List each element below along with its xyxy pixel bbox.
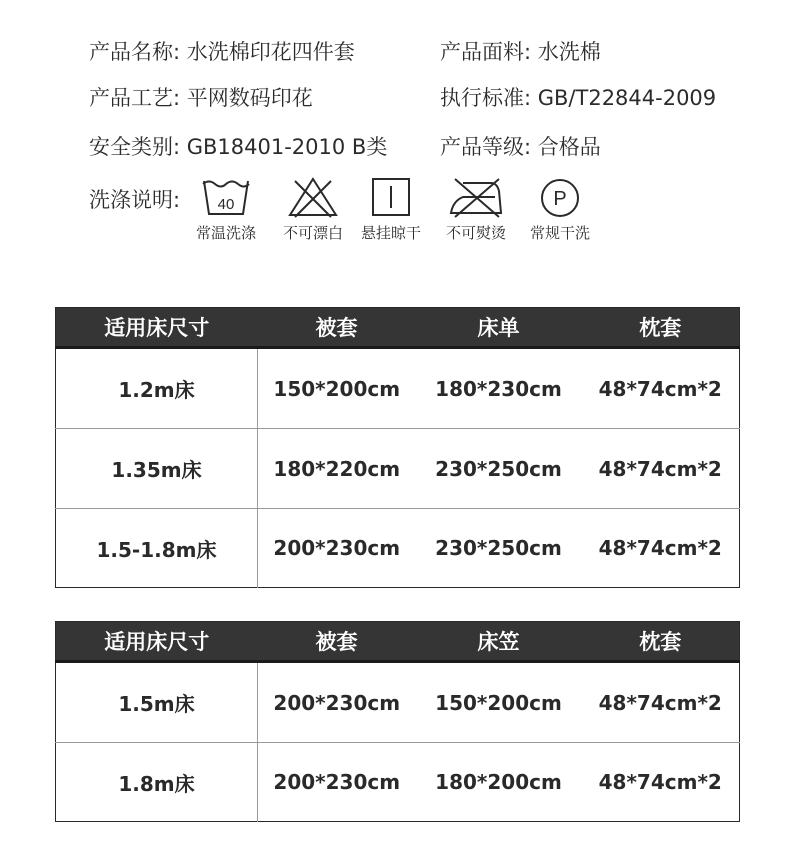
cell-fitted-sheet: 150*200cm <box>435 690 562 715</box>
cell-bed-size: 1.8m床 <box>56 743 258 822</box>
no-bleach-icon <box>286 175 340 219</box>
wash-40-icon <box>199 175 253 219</box>
cell-duvet: 150*200cm <box>273 376 401 401</box>
table-row <box>56 429 740 509</box>
cell-duvet: 200*230cm <box>258 509 416 588</box>
wash-temp: 40 <box>217 196 235 213</box>
spec-grade: 产品等级: 合格品 <box>440 135 601 159</box>
cell-duvet: 200*230cm <box>258 743 416 822</box>
cell-sheet: 180*230cm <box>435 376 562 401</box>
spec-name: 产品名称: 水洗棉印花四件套 <box>89 40 355 64</box>
spec-standard: 执行标准: GB/T22844-2009 <box>440 86 717 110</box>
header-sheet: 床单 <box>416 308 582 348</box>
header-pillowcase: 枕套 <box>582 308 740 348</box>
table-row <box>56 348 740 429</box>
care-caption: 常规干洗 <box>529 224 590 242</box>
spec-fabric: 产品面料: 水洗棉 <box>440 40 601 64</box>
cell-duvet: 180*220cm <box>258 429 416 509</box>
table-header-row <box>56 622 740 662</box>
table-row <box>56 662 740 743</box>
header-pillowcase: 枕套 <box>582 622 740 662</box>
header-bed-size: 适用床尺寸 <box>56 622 258 662</box>
care-caption: 悬挂晾干 <box>360 224 421 242</box>
cell-bed-size: 1.5m床 <box>56 662 258 743</box>
cell-pillowcase: 48*74cm*2 <box>582 743 740 822</box>
no-iron-icon <box>447 175 505 219</box>
care-item-dryclean <box>515 175 605 243</box>
care-caption: 不可熨烫 <box>445 224 506 242</box>
header-duvet: 被套 <box>258 622 416 662</box>
cell-pillowcase: 48*74cm*2 <box>598 376 722 401</box>
spec-safety: 安全类别: GB18401-2010 B类 <box>89 135 388 159</box>
header-fitted-sheet: 床笠 <box>416 622 582 662</box>
spec-process: 产品工艺: 平网数码印花 <box>89 86 313 110</box>
size-table-sheet <box>55 307 740 588</box>
cell-bed-size: 1.2m床 <box>56 348 258 429</box>
line-dry-icon <box>364 175 418 219</box>
cell-pillowcase: 48*74cm*2 <box>582 429 740 509</box>
washing-label: 洗涤说明: <box>89 188 181 212</box>
table-row <box>56 509 740 588</box>
care-caption: 不可漂白 <box>282 224 343 242</box>
cell-pillowcase: 48*74cm*2 <box>582 509 740 588</box>
dry-clean-p-icon <box>533 175 587 219</box>
cell-bed-size: 1.35m床 <box>56 429 258 509</box>
size-table-fitted <box>55 621 740 822</box>
table-row <box>56 743 740 822</box>
cell-bed-size: 1.5-1.8m床 <box>56 509 258 588</box>
cell-duvet: 200*230cm <box>273 690 401 715</box>
care-item-bleach <box>268 175 358 243</box>
cell-pillowcase: 48*74cm*2 <box>598 690 722 715</box>
cell-fitted-sheet: 180*200cm <box>416 743 582 822</box>
header-duvet: 被套 <box>258 308 416 348</box>
dry-clean-letter: P <box>553 188 567 210</box>
care-caption: 常温洗涤 <box>195 224 256 242</box>
cell-sheet: 230*250cm <box>416 509 582 588</box>
table-header-row <box>56 308 740 348</box>
cell-sheet: 230*250cm <box>416 429 582 509</box>
care-item-wash <box>181 175 271 243</box>
header-bed-size: 适用床尺寸 <box>56 308 258 348</box>
care-item-dry <box>346 175 436 243</box>
care-item-iron <box>431 175 521 243</box>
